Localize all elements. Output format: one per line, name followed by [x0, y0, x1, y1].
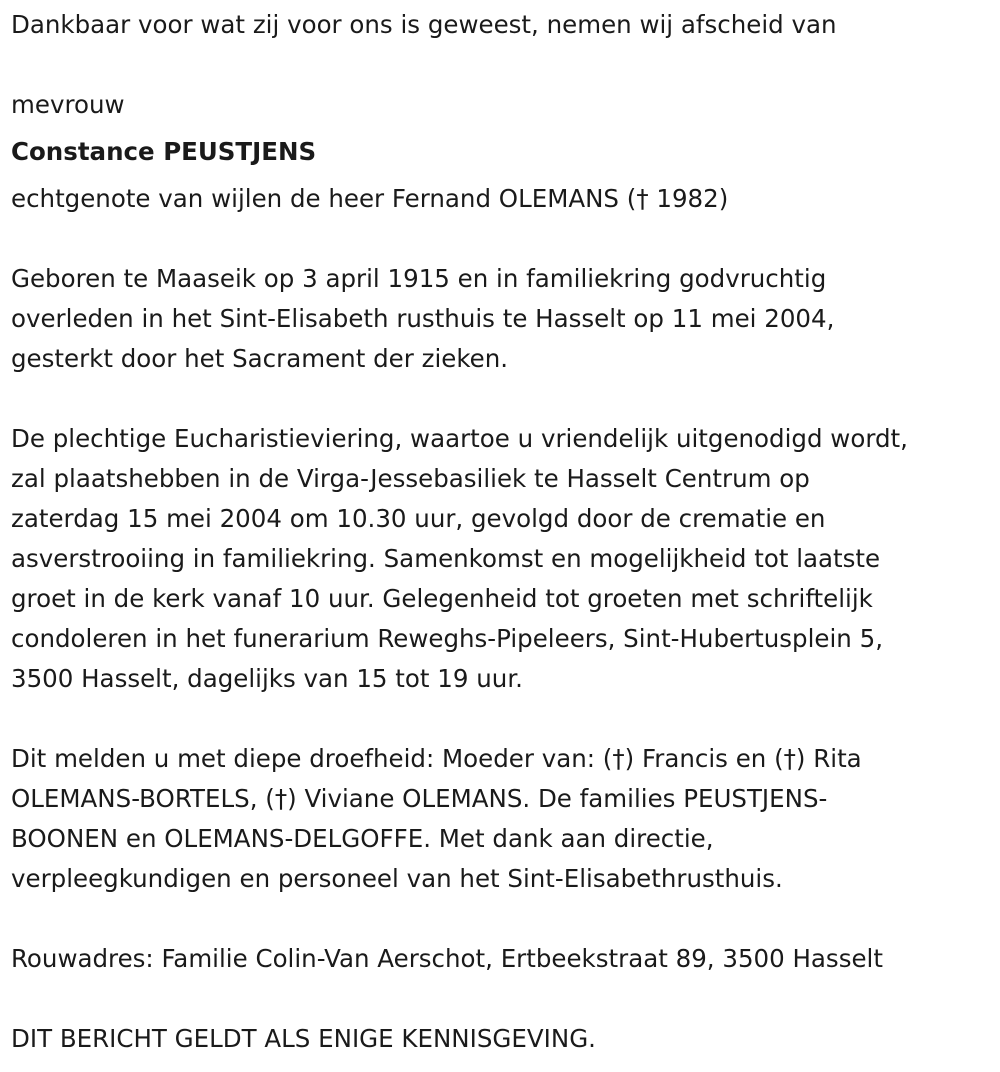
intro-line: Dankbaar voor wat zij voor ons is geweest, nemen wij afscheid van: [11, 10, 837, 39]
paragraph-line: Dit melden u met diepe droefheid: Moeder van: (†) Francis en (†) Rita: [11, 744, 862, 773]
birth-death-paragraph: [11, 259, 1000, 379]
paragraph-line: OLEMANS-BORTELS, (†) Viviane OLEMANS. De families PEUSTJENS-: [11, 784, 828, 813]
paragraph-line: gesterkt door het Sacrament der zieken.: [11, 344, 509, 373]
mourning-address: Rouwadres: Familie Colin-Van Aerschot, Ertbeekstraat 89, 3500 Hasselt: [11, 944, 883, 973]
paragraph-line: De plechtige Eucharistieviering, waartoe u vriendelijk uitgenodigd wordt,: [11, 424, 908, 453]
cross-icon: †: [636, 184, 649, 213]
closing-statement: DIT BERICHT GELDT ALS ENIGE KENNISGEVING.: [11, 1024, 596, 1053]
family-paragraph: [11, 739, 1000, 899]
paragraph-line: BOONEN en OLEMANS-DELGOFFE. Met dank aan directie,: [11, 824, 714, 853]
spouse-line-text: echtgenote van wijlen de heer Fernand OLEMANS (: [11, 184, 637, 213]
ceremony-paragraph: [11, 419, 1000, 699]
paragraph-line: zal plaatshebben in de Virga-Jessebasiliek te Hasselt Centrum op: [11, 464, 810, 493]
spouse-line-year: 1982): [648, 184, 729, 213]
salutation: mevrouw: [11, 90, 125, 119]
paragraph-line: condoleren in het funerarium Reweghs-Pipeleers, Sint-Hubertusplein 5,: [11, 624, 883, 653]
paragraph-line: 3500 Hasselt, dagelijks van 15 tot 19 uur.: [11, 664, 523, 693]
deceased-name: Constance PEUSTJENS: [11, 137, 317, 166]
paragraph-line: Geboren te Maaseik op 3 april 1915 en in familiekring godvruchtig: [11, 264, 827, 293]
paragraph-line: groet in de kerk vanaf 10 uur. Gelegenheid tot groeten met schriftelijk: [11, 584, 873, 613]
paragraph-line: overleden in het Sint-Elisabeth rusthuis te Hasselt op 11 mei 2004,: [11, 304, 835, 333]
paragraph-line: verpleegkundigen en personeel van het Sint-Elisabethrusthuis.: [11, 864, 783, 893]
paragraph-line: zaterdag 15 mei 2004 om 10.30 uur, gevolgd door de crematie en: [11, 504, 826, 533]
spouse-line: [11, 179, 1000, 219]
paragraph-line: asverstrooiing in familiekring. Samenkomst en mogelijkheid tot laatste: [11, 544, 881, 573]
